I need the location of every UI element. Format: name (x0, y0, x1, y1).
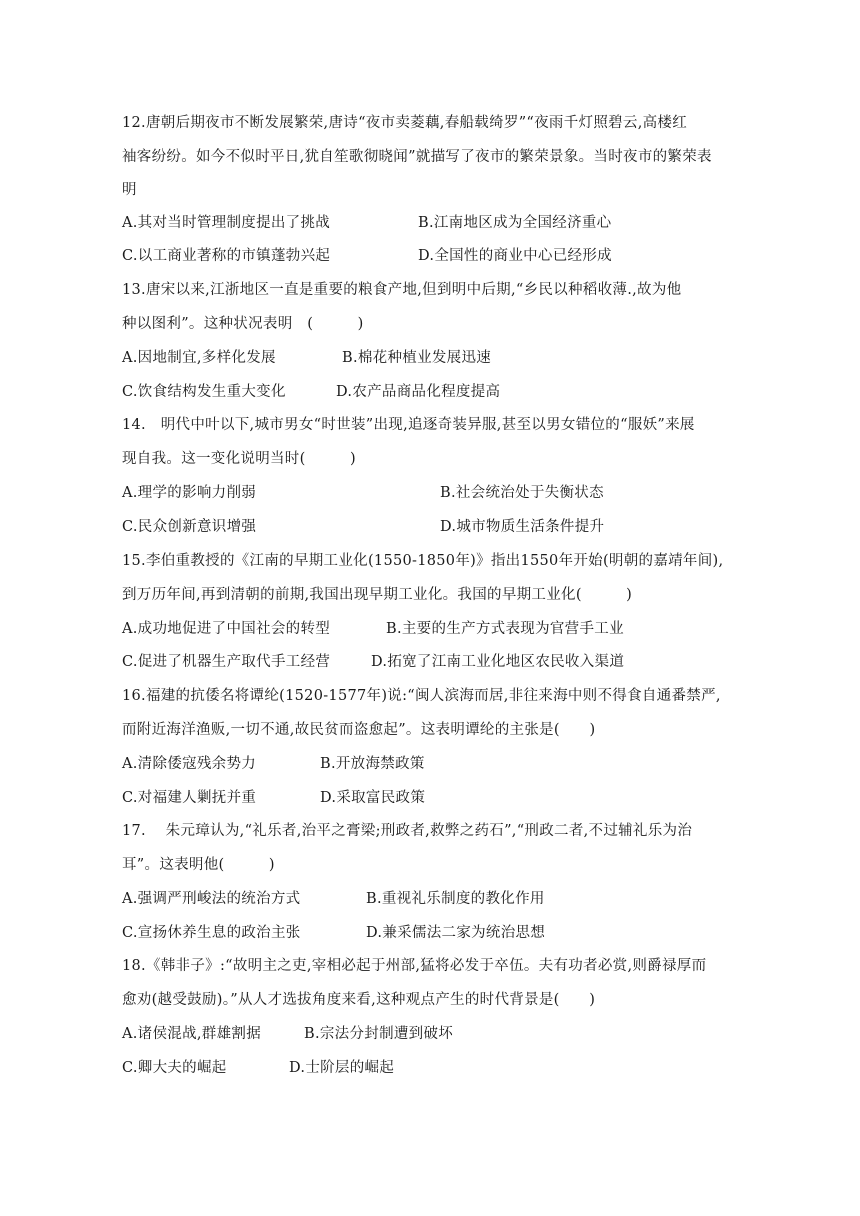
question-13-option-a: A.因地制宜,多样化发展 (122, 350, 276, 366)
question-17-option-c: C.宣扬休养生息的政治主张 (122, 925, 301, 941)
question-16-option-a: A.清除倭寇残余势力 (122, 756, 257, 772)
question-18-option-c: C.卿大夫的崛起 (122, 1060, 227, 1076)
question-12-option-a: A.其对当时管理制度提出了挑战 (122, 215, 331, 231)
question-13-option-b: B.棉花种植业发展迅速 (342, 350, 492, 366)
question-16-stem-line-2: 而附近海洋渔贩,一切不通,故民贫而盗愈起”。这表明谭纶的主张是( ) (122, 722, 596, 738)
question-14-option-a: A.理学的影响力削弱 (122, 485, 257, 501)
question-14-option-b: B.社会统治处于失衡状态 (440, 485, 604, 501)
question-12-stem-line-3: 明 (122, 182, 137, 198)
question-16-option-b: B.开放海禁政策 (320, 756, 425, 772)
question-15-stem-line-2: 到万历年间,再到清朝的前期,我国出现早期工业化。我国的早期工业化( ) (122, 587, 633, 603)
question-12-option-b: B.江南地区成为全国经济重心 (418, 215, 612, 231)
question-17-option-b: B.重视礼乐制度的教化作用 (366, 891, 545, 907)
question-14-option-d: D.城市物质生活条件提升 (440, 519, 605, 535)
question-18-option-a: A.诸侯混战,群雄割据 (122, 1026, 261, 1042)
question-15-option-d: D.拓宽了江南工业化地区农民收入渠道 (371, 654, 625, 670)
question-17-option-d: D.兼采儒法二家为统治思想 (366, 925, 546, 941)
question-15-option-b: B.主要的生产方式表现为官营手工业 (386, 621, 624, 637)
question-15-option-c: C.促进了机器生产取代手工经营 (122, 654, 331, 670)
question-15-stem-line-1: 15.李伯重教授的《江南的早期工业化(1550-1850年)》指出1550年开始(明朝的嘉靖年间), (122, 553, 724, 569)
question-18-option-d: D.士阶层的崛起 (289, 1060, 395, 1076)
question-17-stem-line-1: 17. 朱元璋认为,“礼乐者,治平之膏梁;刑政者,救弊之药石”,“刑政二者,不过辅礼乐为治 (122, 823, 693, 839)
question-17-option-a: A.强调严刑峻法的统治方式 (122, 891, 301, 907)
question-16-option-c: C.对福建人剿抚并重 (122, 790, 257, 806)
question-12-option-c: C.以工商业著称的市镇蓬勃兴起 (122, 248, 331, 264)
question-16-option-d: D.采取富民政策 (320, 790, 426, 806)
question-14-stem-line-1: 14. 明代中叶以下,城市男女“时世装”出现,追逐奇装异服,甚至以男女错位的“服妖”来展 (122, 417, 695, 433)
question-13-stem-line-1: 13.唐宋以来,江浙地区一直是重要的粮食产地,但到明中后期,“乡民以种稻收薄.,故为他 (122, 282, 682, 298)
question-18-stem-line-1: 18.《韩非子》:“故明主之吏,宰相必起于州部,猛将必发于卒伍。夫有功者必赏,则爵禄厚而 (122, 958, 707, 974)
question-12-stem-line-1: 12.唐朝后期夜市不断发展繁荣,唐诗“夜市卖菱藕,春船载绮罗”“夜雨千灯照碧云,高楼红 (122, 115, 688, 131)
question-14-option-c: C.民众创新意识增强 (122, 519, 257, 535)
question-13-stem-line-2: 种以图利”。这种状况表明 ( ) (122, 316, 364, 332)
question-17-stem-line-2: 耳”。这表明他( ) (122, 857, 275, 873)
question-16-stem-line-1: 16.福建的抗倭名将谭纶(1520-1577年)说:“闽人滨海而居,非往来海中则不得食自通番禁严, (122, 688, 721, 704)
question-14-stem-line-2: 现自我。这一变化说明当时( ) (122, 451, 356, 467)
question-12-stem-line-2: 袖客纷纷。如今不似时平日,犹自笙歌彻晓闻”就描写了夜市的繁荣景象。当时夜市的繁荣表 (122, 149, 712, 165)
question-13-option-c: C.饮食结构发生重大变化 (122, 384, 286, 400)
question-18-option-b: B.宗法分封制遭到破坏 (304, 1026, 454, 1042)
question-13-option-d: D.农产品商品化程度提高 (336, 384, 501, 400)
question-15-option-a: A.成功地促进了中国社会的转型 (122, 621, 331, 637)
question-12-option-d: D.全国性的商业中心已经形成 (418, 248, 612, 264)
question-18-stem-line-2: 愈劝(越受鼓励)。”从人才选拔角度来看,这种观点产生的时代背景是( ) (122, 992, 596, 1008)
